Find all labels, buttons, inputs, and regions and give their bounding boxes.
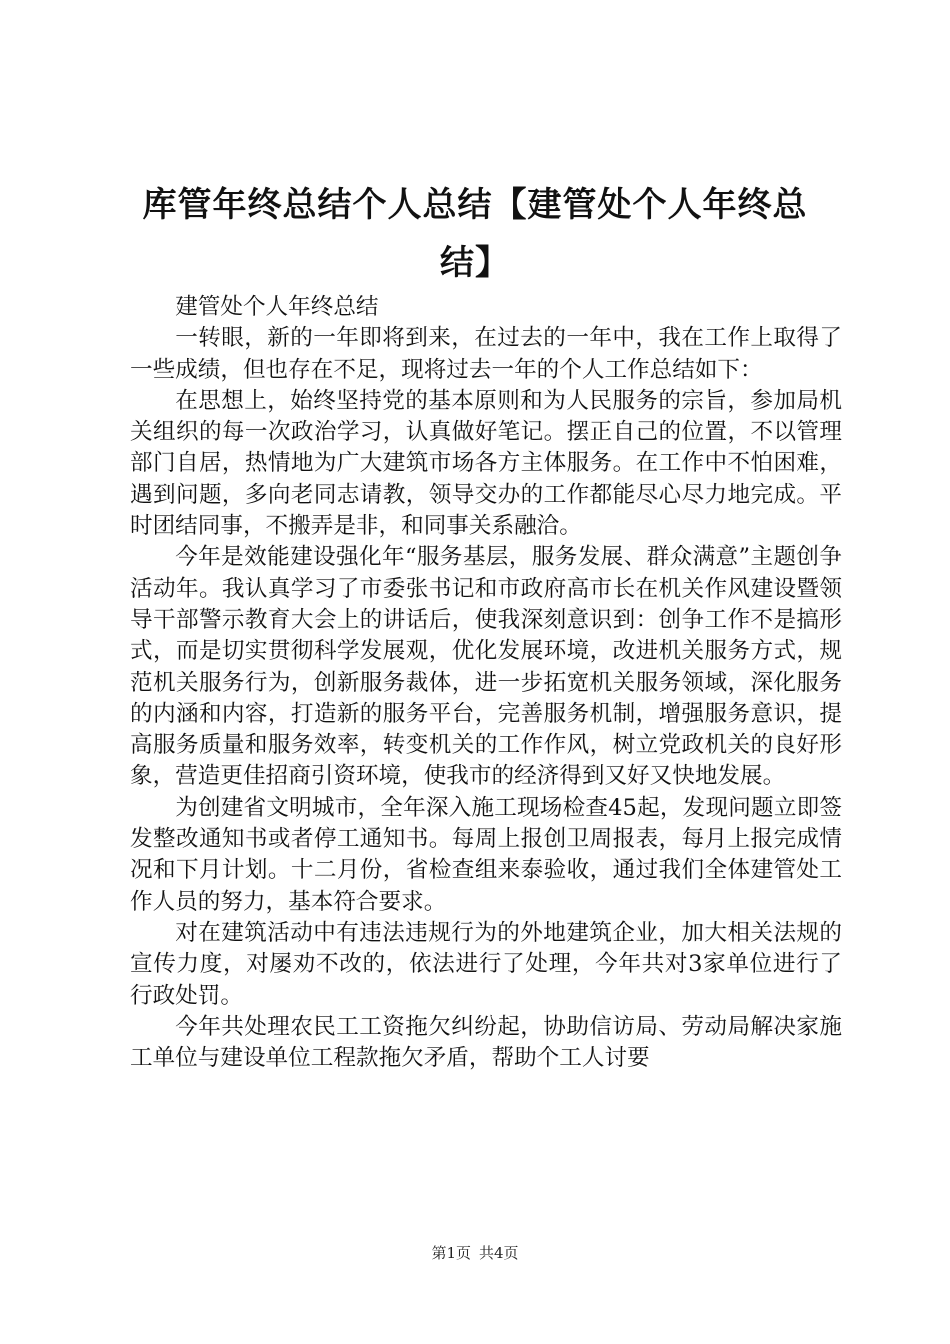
paragraph: 今年共处理农民工工资拖欠纠纷起，协助信访局、劳动局解决家施工单位与建设单位工程款拖欠矛盾，帮助个工人讨要 [130,1013,842,1072]
paragraph: 在思想上，始终坚持党的基本原则和为人民服务的宗旨，参加局机关组织的每一次政治学习，认真做好笔记。摆正自己的位置，不以管理部门自居，热情地为广大建筑市场各方主体服务。在工作中不怕困难，遇到问题，多向老同志请教，领导交办的工作都能尽心尽力地完成。平时团结同事，不搬弄是非，和同事关系融洽。 [130,387,842,540]
paragraph: 对在建筑活动中有违法违规行为的外地建筑企业，加大相关法规的宣传力度，对屡劝不改的，依法进行了处理，今年共对3家单位进行了行政处罚。 [130,919,842,1009]
page-number: 第1页 [431,1244,471,1262]
paragraph: 一转眼，新的一年即将到来，在过去的一年中，我在工作上取得了一些成绩，但也存在不足，现将过去一年的个人工作总结如下： [130,325,842,383]
paragraph: 今年是效能建设强化年“服务基层，服务发展、群众满意”主题创争活动年。我认真学习了市委张书记和市政府高市长在机关作风建设暨领导干部警示教育大会上的讲话后，使我深刻意识到：创争工作不是搞形式，而是切实贯彻科学发展观，优化发展环境，改进机关服务方式，规范机关服务行为，创新服务裁体，进一步拓宽机关服务领域，深化服务的内涵和内容，打造新的服务平台，完善服务机制，增强服务意识，提高服务质量和服务效率，转变机关的工作作风，树立党政机关的良好形象，营造更佳招商引资环境，使我市的经济得到又好又快地发展。 [130,544,842,790]
paragraph-subtitle: 建管处个人年终总结 [175,294,379,320]
document-title: 库管年终总结个人总结【建管处个人年终总结】 [142,185,808,283]
page-total: 共4页 [479,1244,519,1262]
document-body [130,292,842,1074]
paragraph: 为创建省文明城市，全年深入施工现场检查45起，发现问题立即签发整改通知书或者停工通知书。每周上报创卫周报表，每月上报完成情况和下月计划。十二月份，省检查组来泰验收，通过我们全体建管处工作人员的努力，基本符合要求。 [130,794,842,915]
page-footer [0,1243,950,1263]
